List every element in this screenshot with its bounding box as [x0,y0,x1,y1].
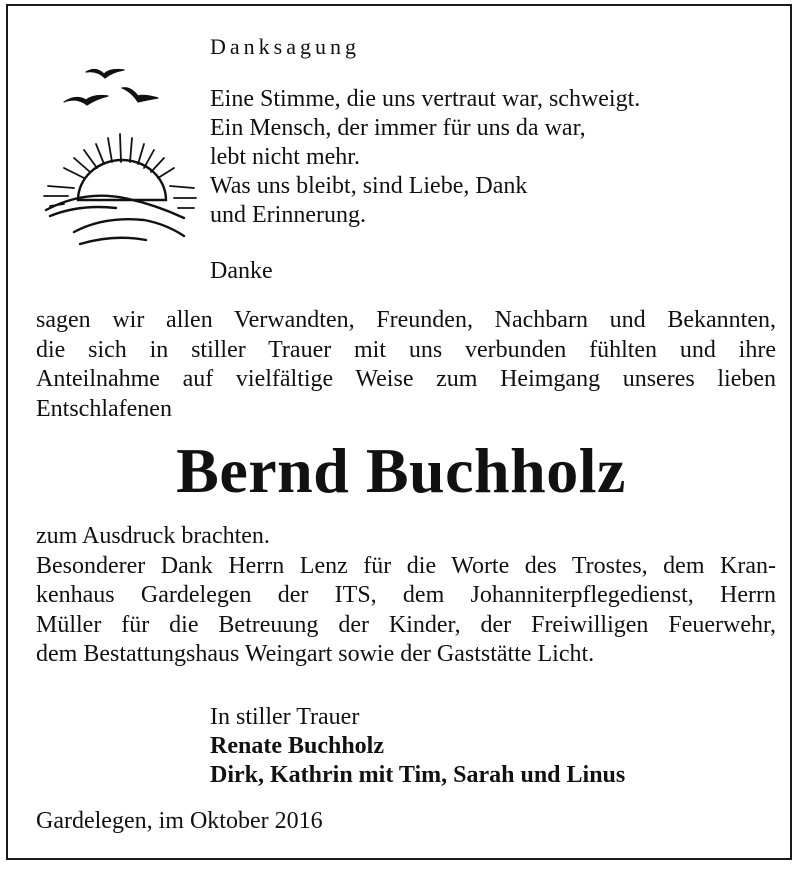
place-and-date: Gardelegen, im Oktober 2016 [36,808,323,834]
closing-paragraph [36,522,776,670]
intro-line: die sich in stiller Trauer mit uns verbunden fühlten und ihre [36,336,776,363]
notice-heading: Danksagung [210,34,360,59]
verse-line: und Erinnerung. [210,202,366,228]
signature-intro: In stiller Trauer [210,704,360,730]
verse-line: lebt nicht mehr. [210,144,360,170]
verse-line: Eine Stimme, die uns vertraut war, schweigt. [210,86,641,112]
closing-line: dem Bestattungshaus Weingart sowie der Gaststätte Licht. [36,641,595,667]
signature-name-2: Dirk, Kathrin mit Tim, Sarah und Linus [210,762,626,788]
verse-line: Was uns bleibt, sind Liebe, Dank [210,173,528,199]
intro-line: Anteilnahme auf vielfältige Weise zum Heimgang unseres lieben [36,366,776,392]
closing-line: Müller für die Betreuung der Kinder, der Freiwilligen Feuerwehr, [36,611,776,638]
intro-line: sagen wir allen Verwandten, Freunden, Nachbarn und Bekannten, [36,307,776,333]
verse-line: Ein Mensch, der immer für uns da war, [210,115,586,141]
sun-and-birds-emblem [34,58,204,268]
closing-line: Besonderer Dank Herrn Lenz für die Worte des Trostes, dem Kran- [36,552,776,579]
deceased-name: Bernd Buchholz [176,435,626,506]
birds-icon [64,69,158,105]
hills-icon [46,196,184,244]
intro-paragraph [36,306,776,424]
obituary-notice [6,4,792,860]
closing-line: kenhaus Gardelegen der ITS, dem Johanniterpflegedienst, Herrn [36,582,776,608]
sun-icon [78,160,166,200]
intro-line: Entschlafenen [36,395,172,422]
thanks-word: Danke [210,258,273,284]
closing-line: zum Ausdruck brachten. [36,523,270,549]
signature-name-1: Renate Buchholz [210,733,384,759]
